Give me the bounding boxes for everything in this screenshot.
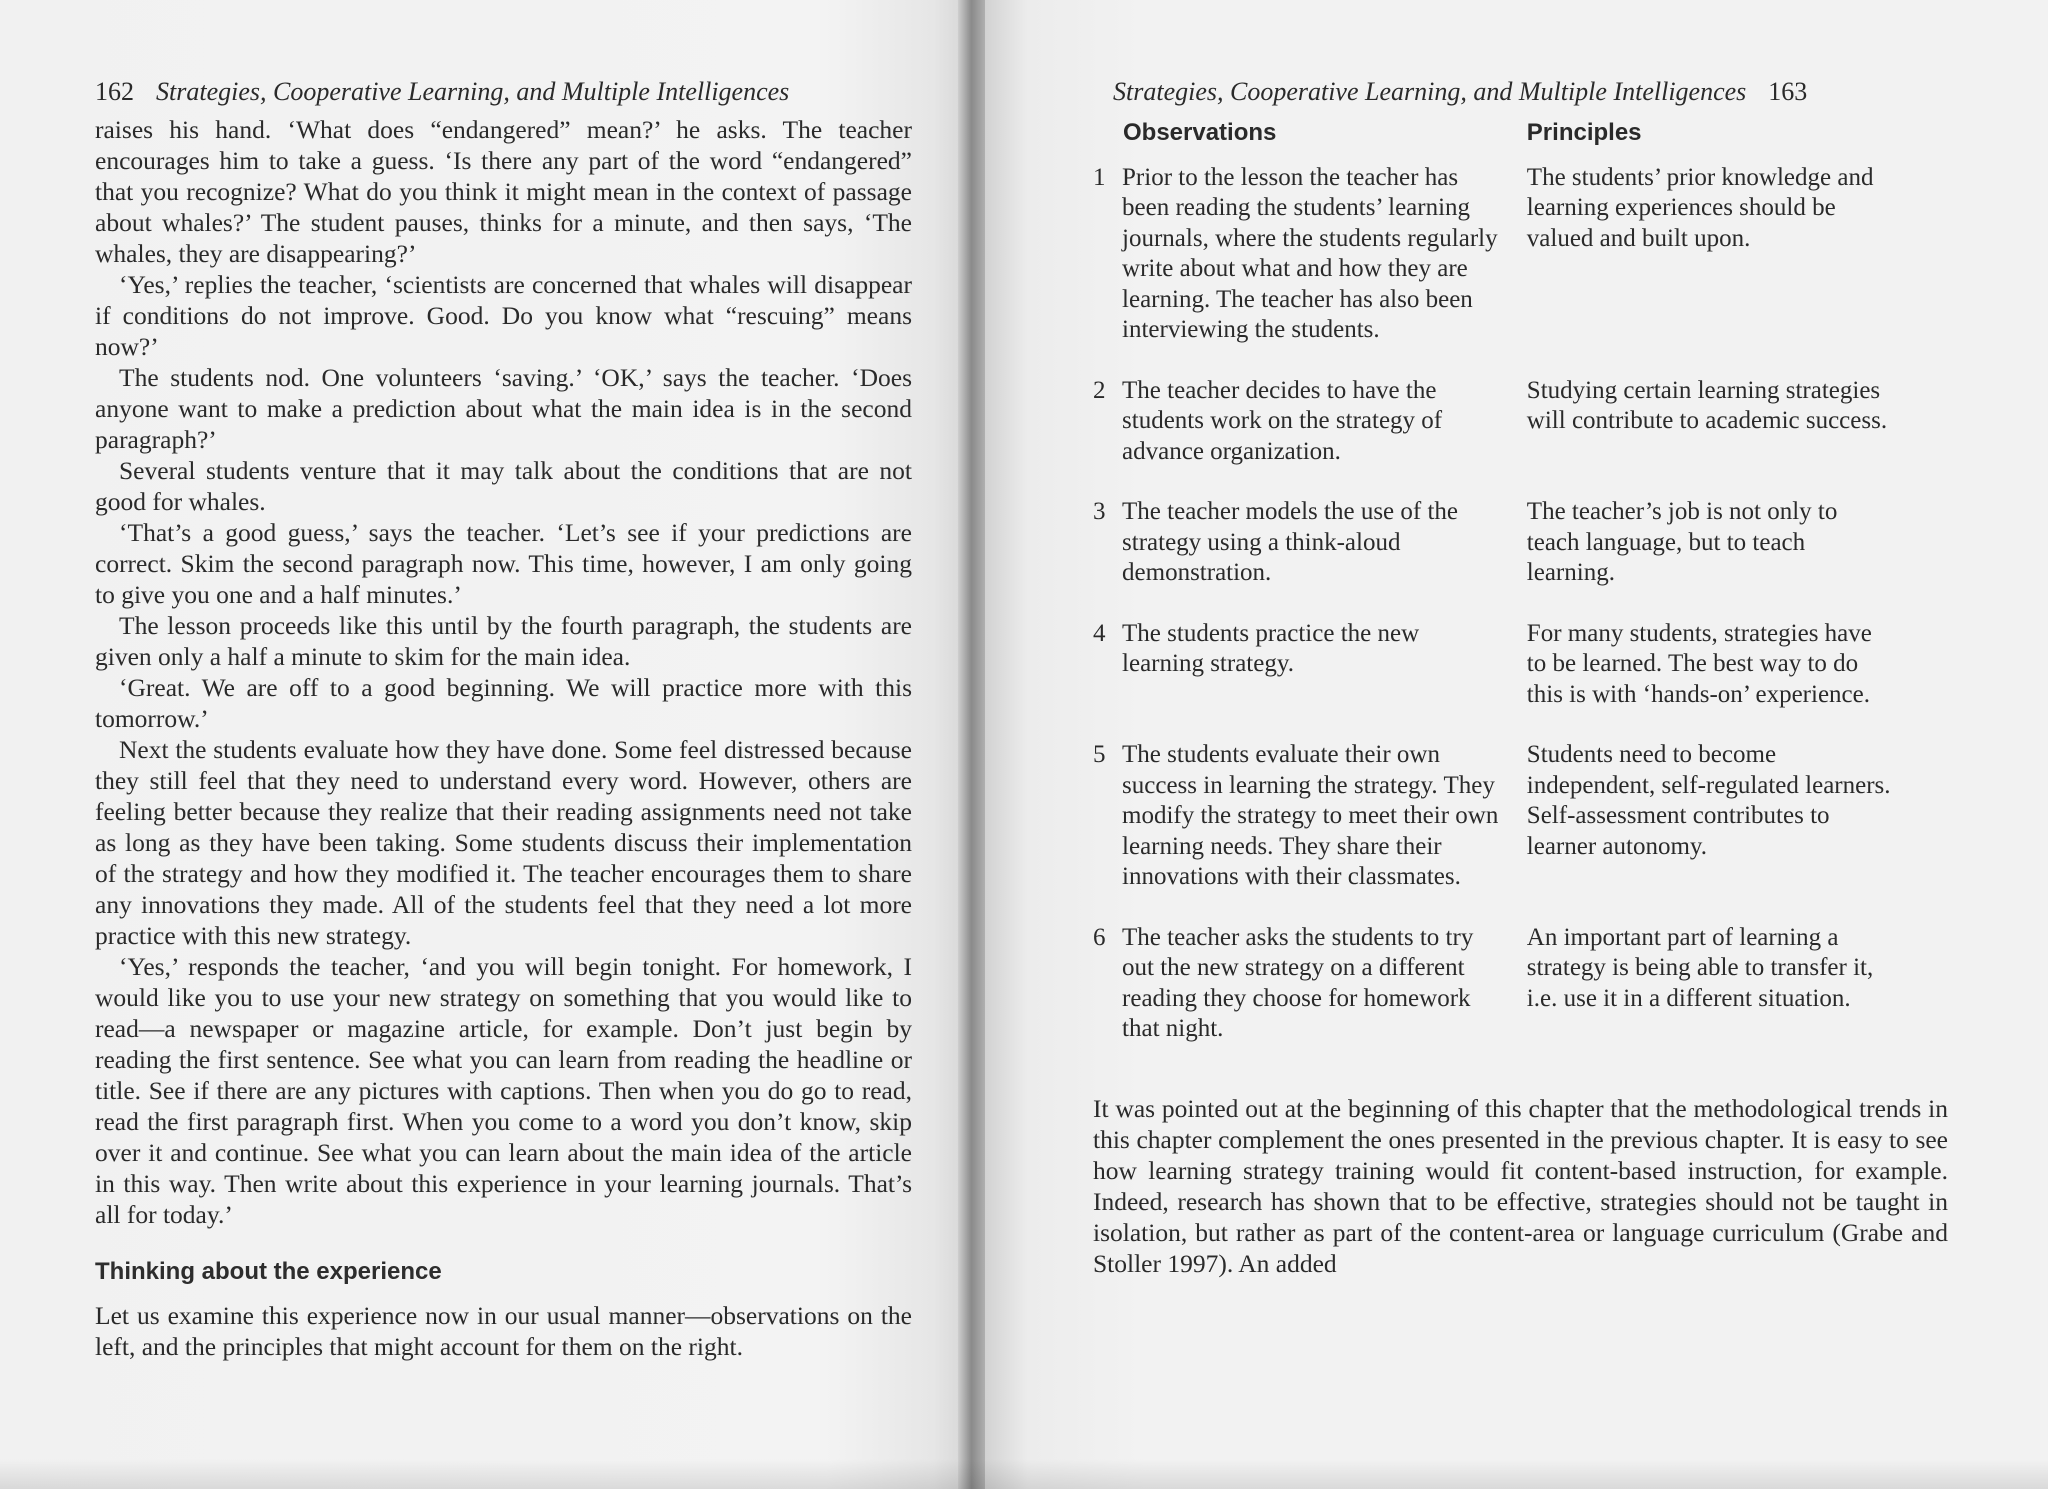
row-number: 1 <box>1093 163 1106 191</box>
book-gutter <box>958 0 988 1489</box>
column-header-observations: Observations <box>1123 119 1277 146</box>
paragraph: The students nod. One volunteers ‘saving.’ ‘OK,’ says the teacher. ‘Does anyone want to make a prediction about what the main idea is in the second paragraph?’ <box>95 363 912 454</box>
paragraph: ‘Yes,’ responds the teacher, ‘and you will begin tonight. For homework, I would like you to use your new strategy on something that you would like to read—a newspaper or magazine article, for example. Don’t just begin by reading the first sentence. See what you can learn from reading the headline or title. See if there are any pictures with captions. Then when you do go to read, read the first paragraph first. When you come to a word you don’t know, skip over it and continue. See what you can learn about the main idea of the article in this way. Then write about this experience in your learning journals. That’s all for today.’ <box>95 952 912 1229</box>
paragraph: ‘Great. We are off to a good beginning. We will practice more with this tomorrow.’ <box>95 673 912 733</box>
running-title-left: Strategies, Cooperative Learning, and Multiple Intelligences <box>156 77 790 106</box>
row-number: 5 <box>1093 741 1106 768</box>
page-number-right: 163 <box>1768 77 1808 106</box>
principle-cell: An important part of learning a strategy is being able to transfer it, i.e. use it in a different situation. <box>1526 923 1874 1012</box>
observation-cell: The teacher models the use of the strategy using a think-aloud demonstration. <box>1122 498 1459 586</box>
paragraph: Several students venture that it may talk about the conditions that are not good for whales. <box>95 456 912 516</box>
table-row <box>1093 163 1893 376</box>
left-body-text <box>95 114 912 1230</box>
left-page <box>0 0 972 1489</box>
row-number: 6 <box>1093 923 1106 951</box>
table-row <box>1093 923 1893 1075</box>
table-row <box>1093 619 1893 741</box>
paragraph: raises his hand. ‘What does “endangered” mean?’ he asks. The teacher encourages him to take a guess. ‘Is there any part of the word “endangered” that you recognize? What do you think it might mean in the context of passage about whales?’ The student pauses, thinks for a minute, and then says, ‘The whales, they are disappearing?’ <box>95 115 912 268</box>
column-header-principles: Principles <box>1526 119 1642 146</box>
paragraph: Next the students evaluate how they have done. Some feel distressed because they still feel that they need to understand every word. However, others are feeling better because they realize that their reading assignments need not take as long as they have been taking. Some students discuss their implementation of the strategy and how they modified it. The teacher encourages them to share any innovations they made. All of the students feel that they need a lot more practice with this new strategy. <box>95 735 912 950</box>
section-heading: Thinking about the experience <box>95 1258 442 1285</box>
observations-principles-table <box>1093 118 1893 1075</box>
principle-cell: Students need to become independent, self-regulated learners. Self-assessment contributes to learner autonomy. <box>1526 741 1891 860</box>
paragraph: ‘Yes,’ replies the teacher, ‘scientists are concerned that whales will disappear if conditions do not improve. Good. Do you know what “rescuing” means now?’ <box>95 270 912 361</box>
row-number: 3 <box>1093 498 1106 525</box>
running-head-right <box>1093 72 1948 112</box>
page-number-left: 162 <box>95 77 134 106</box>
principle-cell: Studying certain learning strategies will contribute to academic success. <box>1526 376 1888 434</box>
paragraph: ‘That’s a good guess,’ says the teacher. ‘Let’s see if your predictions are correct. Skim the second paragraph now. This time, however, I am only going to give you one and a half minutes.’ <box>95 518 912 609</box>
table-row <box>1093 497 1893 619</box>
closing-paragraph: It was pointed out at the beginning of this chapter that the methodological trends in this chapter complement the ones presented in the previous chapter. It is easy to see how learning strategy training would fit content-based instruction, for example. Indeed, research has shown that to be effective, strategies should not be taught in isolation, but rather as part of the content-area or language curriculum (Grabe and Stoller 1997). An added <box>1093 1093 1948 1278</box>
table-row <box>1093 376 1893 498</box>
principle-cell: For many students, strategies have to be learned. The best way to do this is with ‘hands-on’ experience. <box>1526 619 1872 708</box>
principle-cell: The teacher’s job is not only to teach language, but to teach learning. <box>1526 498 1838 586</box>
observation-cell: The teacher decides to have the students work on the strategy of advance organization. <box>1122 376 1443 465</box>
page-bottom-shadow <box>0 1459 2048 1489</box>
table-row <box>1093 740 1893 923</box>
table-header-row <box>1093 118 1893 163</box>
observation-cell: The teacher asks the students to try out the new strategy on a different reading they choose for homework that night. <box>1122 923 1474 1042</box>
observation-cell: Prior to the lesson the teacher has been reading the students’ learning journals, where the students regularly write about what and how they are learning. The teacher has also been interviewing the students. <box>1122 163 1498 343</box>
principle-cell: The students’ prior knowledge and learning experiences should be valued and built upon. <box>1526 163 1874 252</box>
row-number: 2 <box>1093 376 1106 404</box>
section-intro: Let us examine this experience now in our usual manner—observations on the left, and the principles that might account for them on the right. <box>95 1301 912 1361</box>
observation-cell: The students practice the new learning strategy. <box>1122 619 1420 677</box>
row-number: 4 <box>1093 619 1106 647</box>
running-head-left <box>95 72 912 112</box>
observation-cell: The students evaluate their own success in learning the strategy. They modify the strategy to meet their own learning needs. They share their innovations with their classmates. <box>1122 741 1499 890</box>
right-page <box>985 0 2048 1489</box>
paragraph: The lesson proceeds like this until by the fourth paragraph, the students are given only a half a minute to skim for the main idea. <box>95 611 912 671</box>
running-title-right: Strategies, Cooperative Learning, and Multiple Intelligences <box>1113 77 1747 106</box>
